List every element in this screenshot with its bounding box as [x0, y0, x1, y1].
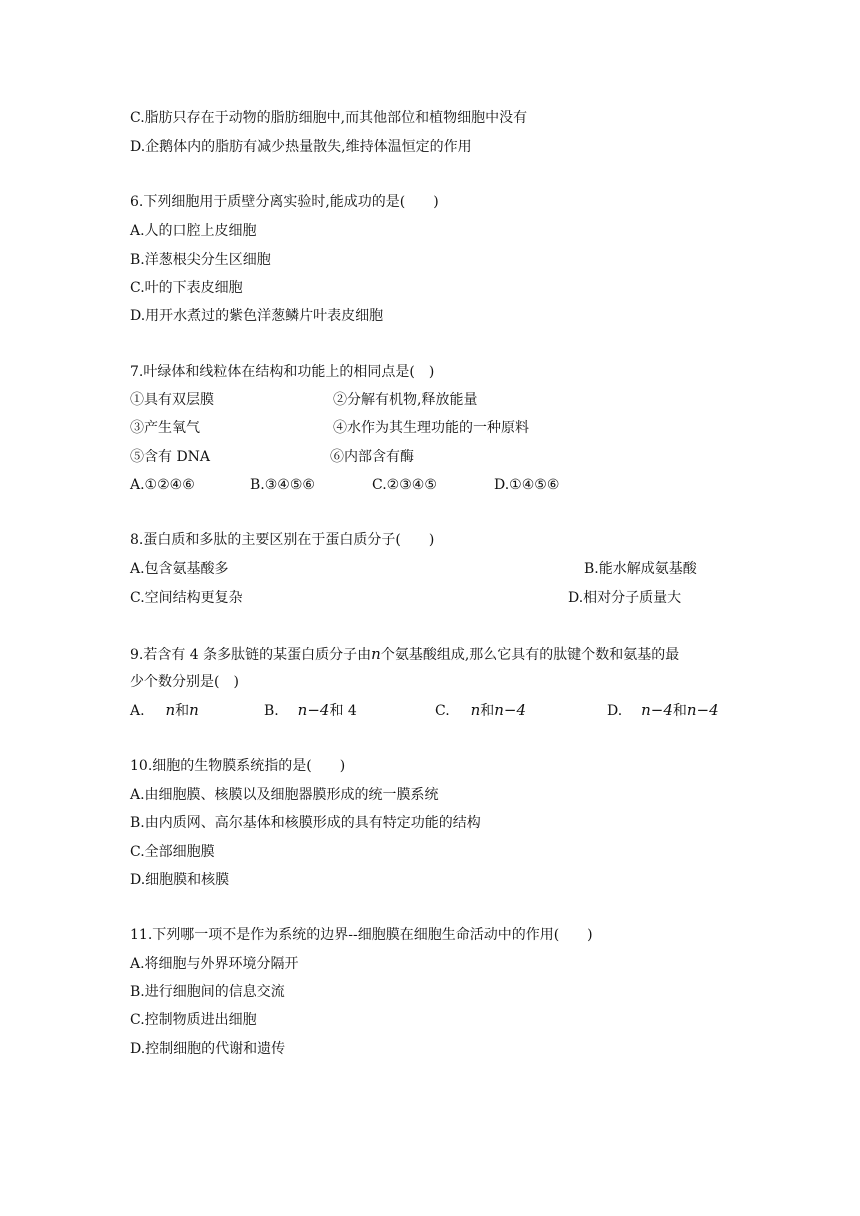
- q9-option-d: [607, 701, 719, 720]
- q9-option-d-term1: n−4: [641, 701, 673, 719]
- q9-stem-part2: 个氨基酸组成,那么它具有的肽键个数和氨基的最: [380, 647, 680, 663]
- q11-option-b: B.进行细胞间的信息交流: [130, 984, 285, 1000]
- q7-item-1: ①具有双层膜: [130, 392, 214, 408]
- q9-option-a-term2: n: [189, 701, 199, 719]
- q9-stem-line2: 少个数分别是( ): [130, 674, 239, 690]
- q9-option-b-term1: n−4: [297, 701, 330, 719]
- q9-option-d-label: D.: [607, 703, 623, 719]
- q9-option-a-term1: n: [165, 701, 176, 719]
- q6-option-d: D.用开水煮过的紫色洋葱鳞片叶表皮细胞: [130, 308, 384, 324]
- q11-option-c: C.控制物质进出细胞: [130, 1012, 257, 1028]
- q9-stem-part1: 9.若含有 4 条多肽链的某蛋白质分子由: [130, 647, 372, 663]
- q5-option-c: C.脂肪只存在于动物的脂肪细胞中,而其他部位和植物细胞中没有: [130, 110, 528, 126]
- q11-stem: 11.下列哪一项不是作为系统的边界--细胞膜在细胞生命活动中的作用( ): [130, 927, 593, 943]
- q10-option-c: C.全部细胞膜: [130, 844, 215, 860]
- q9-option-c-term1: n: [470, 701, 481, 719]
- q9-option-c-term2: n−4: [494, 701, 527, 719]
- q9-option-c-and: 和: [480, 703, 495, 719]
- q9-option-d-and: 和: [672, 703, 687, 719]
- q6-option-a: A.人的口腔上皮细胞: [130, 223, 257, 239]
- q9-option-b-label: B.: [264, 703, 279, 719]
- q10-option-b: B.由内质网、高尔基体和核膜形成的具有特定功能的结构: [130, 815, 481, 831]
- q7-item-6: ⑥内部含有酶: [330, 449, 414, 465]
- q10-option-d: D.细胞膜和核膜: [130, 872, 230, 888]
- q8-option-d: D.相对分子质量大: [568, 590, 682, 606]
- q7-item-5: ⑤含有 DNA: [130, 449, 211, 465]
- q5-option-d: D.企鹅体内的脂肪有减少热量散失,维持体温恒定的作用: [130, 139, 472, 155]
- q7-stem: 7.叶绿体和线粒体在结构和功能上的相同点是( ): [130, 364, 435, 380]
- q9-option-c-label: C.: [435, 703, 450, 719]
- q8-option-b: B.能水解成氨基酸: [584, 561, 697, 577]
- q7-option-b: B.③④⑤⑥: [250, 477, 315, 493]
- q10-option-a: A.由细胞膜、核膜以及细胞器膜形成的统一膜系统: [130, 787, 439, 803]
- q9-option-a: [130, 701, 199, 720]
- q9-option-b-and: 和 4: [329, 703, 357, 719]
- q7-item-4: ④水作为其生理功能的一种原料: [333, 420, 529, 436]
- q11-option-d: D.控制细胞的代谢和遗传: [130, 1041, 286, 1057]
- q7-option-a: A.①②④⑥: [130, 477, 195, 493]
- q6-option-b: B.洋葱根尖分生区细胞: [130, 252, 271, 268]
- q11-option-a: A.将细胞与外界环境分隔开: [130, 956, 299, 972]
- q8-stem: 8.蛋白质和多肽的主要区别在于蛋白质分子( ): [130, 532, 435, 548]
- q9-option-b: [264, 701, 357, 720]
- q7-item-2: ②分解有机物,释放能量: [333, 392, 478, 408]
- q10-stem: 10.细胞的生物膜系统指的是( ): [130, 758, 346, 774]
- q9-stem-line1: [130, 645, 679, 664]
- q9-option-c: [435, 701, 526, 720]
- q9-stem-variable: n: [371, 645, 381, 663]
- q6-option-c: C.叶的下表皮细胞: [130, 280, 243, 296]
- q8-option-a: A.包含氨基酸多: [130, 561, 229, 577]
- q8-option-c: C.空间结构更复杂: [130, 590, 243, 606]
- q9-option-a-and: 和: [175, 703, 190, 719]
- q9-option-d-term2: n−4: [686, 701, 719, 719]
- q7-item-3: ③产生氧气: [130, 420, 200, 436]
- q9-option-a-label: A.: [130, 703, 145, 719]
- q7-option-c: C.②③④⑤: [372, 477, 437, 493]
- q7-option-d: D.①④⑤⑥: [494, 477, 560, 493]
- q6-stem: 6.下列细胞用于质壁分离实验时,能成功的是( ): [130, 194, 439, 210]
